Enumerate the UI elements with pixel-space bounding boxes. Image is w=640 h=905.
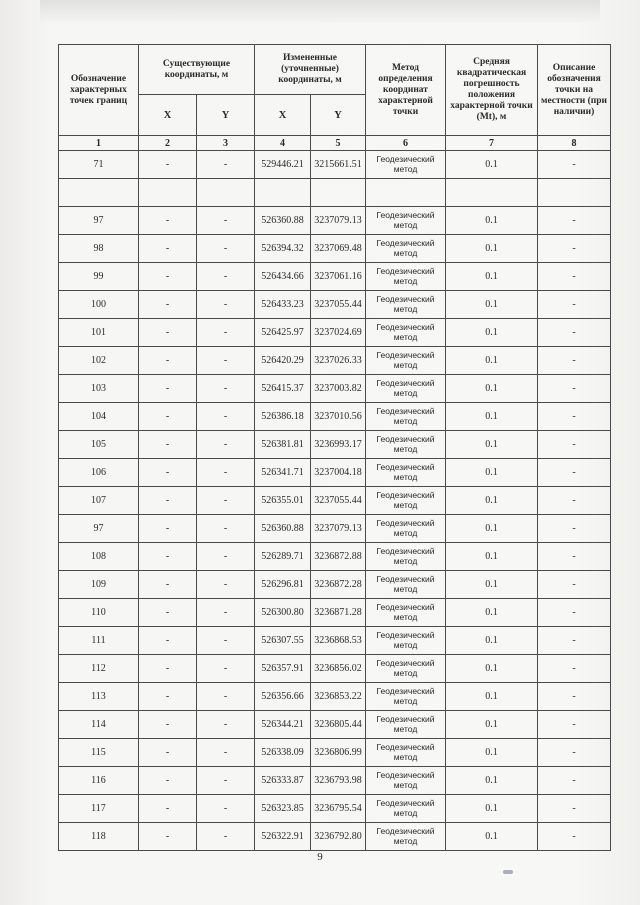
description: - — [538, 403, 611, 431]
existing-x: - — [139, 151, 197, 179]
table-row — [59, 543, 611, 571]
changed-y: 3236806.99 — [311, 739, 366, 767]
method-cell: Геодезический метод — [366, 151, 446, 179]
changed-y: 3237024.69 — [311, 319, 366, 347]
header-changed-x: X — [255, 95, 311, 136]
point-number: 113 — [59, 683, 139, 711]
method-cell: Геодезический метод — [366, 347, 446, 375]
header-changed-y: Y — [311, 95, 366, 136]
point-number: 118 — [59, 823, 139, 851]
changed-x: 526420.29 — [255, 347, 311, 375]
changed-y: 3237004.18 — [311, 459, 366, 487]
point-number: 107 — [59, 487, 139, 515]
changed-y — [311, 179, 366, 207]
table-row — [59, 683, 611, 711]
method-cell: Геодезический метод — [366, 235, 446, 263]
column-number-row — [59, 136, 611, 151]
changed-y: 3236853.22 — [311, 683, 366, 711]
point-number: 104 — [59, 403, 139, 431]
changed-x: 526307.55 — [255, 627, 311, 655]
point-number: 110 — [59, 599, 139, 627]
existing-x: - — [139, 459, 197, 487]
existing-y: - — [197, 599, 255, 627]
existing-x: - — [139, 235, 197, 263]
changed-x: 526344.21 — [255, 711, 311, 739]
changed-y: 3236993.17 — [311, 431, 366, 459]
existing-x: - — [139, 347, 197, 375]
point-number: 100 — [59, 291, 139, 319]
description: - — [538, 655, 611, 683]
table-row — [59, 347, 611, 375]
description: - — [538, 739, 611, 767]
existing-x: - — [139, 711, 197, 739]
point-number: 97 — [59, 207, 139, 235]
column-number: 4 — [255, 136, 311, 151]
changed-x: 526296.81 — [255, 571, 311, 599]
existing-y: - — [197, 627, 255, 655]
table-row — [59, 263, 611, 291]
table-row — [59, 599, 611, 627]
point-number: 97 — [59, 515, 139, 543]
existing-x: - — [139, 823, 197, 851]
changed-x: 529446.21 — [255, 151, 311, 179]
existing-x: - — [139, 319, 197, 347]
description: - — [538, 431, 611, 459]
existing-y: - — [197, 487, 255, 515]
changed-y: 3236871.28 — [311, 599, 366, 627]
changed-x: 526433.23 — [255, 291, 311, 319]
mean-error: 0.1 — [446, 459, 538, 487]
method-cell: Геодезический метод — [366, 627, 446, 655]
existing-x: - — [139, 207, 197, 235]
changed-x: 526360.88 — [255, 207, 311, 235]
existing-x: - — [139, 655, 197, 683]
changed-y: 3237003.82 — [311, 375, 366, 403]
description: - — [538, 375, 611, 403]
existing-x: - — [139, 543, 197, 571]
existing-y: - — [197, 739, 255, 767]
point-number: 111 — [59, 627, 139, 655]
existing-x: - — [139, 487, 197, 515]
table-row — [59, 235, 611, 263]
scan-mark — [503, 870, 513, 874]
table-row — [59, 207, 611, 235]
changed-x: 526381.81 — [255, 431, 311, 459]
point-number: 117 — [59, 795, 139, 823]
method-cell: Геодезический метод — [366, 655, 446, 683]
changed-x: 526289.71 — [255, 543, 311, 571]
changed-x: 526386.18 — [255, 403, 311, 431]
method-cell: Геодезический метод — [366, 431, 446, 459]
point-number: 106 — [59, 459, 139, 487]
existing-x: - — [139, 795, 197, 823]
header-existing-x: X — [139, 95, 197, 136]
mean-error: 0.1 — [446, 319, 538, 347]
mean-error: 0.1 — [446, 823, 538, 851]
description: - — [538, 487, 611, 515]
description: - — [538, 627, 611, 655]
mean-error: 0.1 — [446, 487, 538, 515]
table-row — [59, 655, 611, 683]
point-number: 108 — [59, 543, 139, 571]
table-row — [59, 487, 611, 515]
method-cell: Геодезический метод — [366, 711, 446, 739]
description: - — [538, 263, 611, 291]
mean-error: 0.1 — [446, 739, 538, 767]
mean-error: 0.1 — [446, 515, 538, 543]
changed-x: 526322.91 — [255, 823, 311, 851]
existing-y — [197, 179, 255, 207]
existing-y: - — [197, 683, 255, 711]
changed-x — [255, 179, 311, 207]
method-cell: Геодезический метод — [366, 487, 446, 515]
column-number: 1 — [59, 136, 139, 151]
method-cell: Геодезический метод — [366, 291, 446, 319]
table-row — [59, 767, 611, 795]
point-number: 105 — [59, 431, 139, 459]
table-row — [59, 711, 611, 739]
method-cell — [366, 179, 446, 207]
description: - — [538, 515, 611, 543]
changed-x: 526333.87 — [255, 767, 311, 795]
description: - — [538, 571, 611, 599]
point-number: 115 — [59, 739, 139, 767]
point-number: 114 — [59, 711, 139, 739]
table-row — [59, 571, 611, 599]
existing-y: - — [197, 375, 255, 403]
point-number: 109 — [59, 571, 139, 599]
existing-x: - — [139, 515, 197, 543]
existing-x: - — [139, 263, 197, 291]
header-existing-y: Y — [197, 95, 255, 136]
method-cell: Геодезический метод — [366, 403, 446, 431]
table-row — [59, 375, 611, 403]
existing-y: - — [197, 543, 255, 571]
method-cell: Геодезический метод — [366, 319, 446, 347]
changed-x: 526355.01 — [255, 487, 311, 515]
description: - — [538, 347, 611, 375]
existing-y: - — [197, 655, 255, 683]
table-row — [59, 403, 611, 431]
point-number: 99 — [59, 263, 139, 291]
changed-y: 3236795.54 — [311, 795, 366, 823]
existing-y: - — [197, 207, 255, 235]
changed-x: 526323.85 — [255, 795, 311, 823]
method-cell: Геодезический метод — [366, 683, 446, 711]
page-number: 9 — [317, 851, 323, 863]
description: - — [538, 599, 611, 627]
description: - — [538, 319, 611, 347]
description: - — [538, 823, 611, 851]
method-cell: Геодезический метод — [366, 543, 446, 571]
existing-y: - — [197, 767, 255, 795]
existing-x: - — [139, 739, 197, 767]
column-number: 5 — [311, 136, 366, 151]
table-row — [59, 291, 611, 319]
description: - — [538, 459, 611, 487]
changed-y: 3237055.44 — [311, 487, 366, 515]
table-row — [59, 431, 611, 459]
column-number: 6 — [366, 136, 446, 151]
changed-y: 3236792.80 — [311, 823, 366, 851]
method-cell: Геодезический метод — [366, 823, 446, 851]
mean-error: 0.1 — [446, 543, 538, 571]
mean-error: 0.1 — [446, 627, 538, 655]
changed-x: 526434.66 — [255, 263, 311, 291]
changed-x: 526341.71 — [255, 459, 311, 487]
table-row — [59, 823, 611, 851]
method-cell: Геодезический метод — [366, 739, 446, 767]
point-number: 101 — [59, 319, 139, 347]
mean-error: 0.1 — [446, 263, 538, 291]
mean-error: 0.1 — [446, 151, 538, 179]
mean-error: 0.1 — [446, 431, 538, 459]
changed-x: 526356.66 — [255, 683, 311, 711]
scan-shadow — [40, 0, 600, 22]
description: - — [538, 235, 611, 263]
mean-error: 0.1 — [446, 655, 538, 683]
mean-error: 0.1 — [446, 795, 538, 823]
changed-x: 526360.88 — [255, 515, 311, 543]
changed-x: 526357.91 — [255, 655, 311, 683]
mean-error: 0.1 — [446, 403, 538, 431]
existing-x: - — [139, 683, 197, 711]
table-row — [59, 795, 611, 823]
existing-y: - — [197, 403, 255, 431]
mean-error — [446, 179, 538, 207]
method-cell: Геодезический метод — [366, 767, 446, 795]
existing-x: - — [139, 403, 197, 431]
header-point-designation: Обозначение характерных точек границ — [59, 45, 139, 136]
changed-y: 3237055.44 — [311, 291, 366, 319]
existing-y: - — [197, 151, 255, 179]
header-existing-coordinates: Существующие координаты, м — [139, 45, 255, 95]
description: - — [538, 543, 611, 571]
mean-error: 0.1 — [446, 207, 538, 235]
changed-y: 3236856.02 — [311, 655, 366, 683]
method-cell: Геодезический метод — [366, 599, 446, 627]
changed-y: 3236872.28 — [311, 571, 366, 599]
existing-x — [139, 179, 197, 207]
changed-y: 3237079.13 — [311, 515, 366, 543]
column-number: 8 — [538, 136, 611, 151]
existing-x: - — [139, 599, 197, 627]
changed-x: 526300.80 — [255, 599, 311, 627]
changed-y: 3237010.56 — [311, 403, 366, 431]
table-row — [59, 627, 611, 655]
description: - — [538, 683, 611, 711]
changed-x: 526425.97 — [255, 319, 311, 347]
column-number: 2 — [139, 136, 197, 151]
description: - — [538, 151, 611, 179]
table-row — [59, 739, 611, 767]
mean-error: 0.1 — [446, 571, 538, 599]
existing-x: - — [139, 291, 197, 319]
existing-y: - — [197, 347, 255, 375]
existing-y: - — [197, 291, 255, 319]
method-cell: Геодезический метод — [366, 571, 446, 599]
mean-error: 0.1 — [446, 683, 538, 711]
existing-y: - — [197, 795, 255, 823]
table-body — [59, 151, 611, 851]
existing-x: - — [139, 627, 197, 655]
changed-x: 526394.32 — [255, 235, 311, 263]
description: - — [538, 767, 611, 795]
mean-error: 0.1 — [446, 291, 538, 319]
method-cell: Геодезический метод — [366, 795, 446, 823]
changed-x: 526338.09 — [255, 739, 311, 767]
mean-error: 0.1 — [446, 599, 538, 627]
changed-y: 3236805.44 — [311, 711, 366, 739]
mean-error: 0.1 — [446, 767, 538, 795]
coordinates-table — [58, 44, 611, 851]
mean-error: 0.1 — [446, 375, 538, 403]
changed-y: 3236868.53 — [311, 627, 366, 655]
changed-y: 3236793.98 — [311, 767, 366, 795]
existing-x: - — [139, 767, 197, 795]
point-number: 116 — [59, 767, 139, 795]
point-number: 71 — [59, 151, 139, 179]
existing-y: - — [197, 823, 255, 851]
table-row — [59, 459, 611, 487]
point-number: 102 — [59, 347, 139, 375]
header-mean-error: Средняя квадратическая погрешность положения характерной точки (Mt), м — [446, 45, 538, 136]
point-number — [59, 179, 139, 207]
existing-y: - — [197, 431, 255, 459]
mean-error: 0.1 — [446, 235, 538, 263]
method-cell: Геодезический метод — [366, 459, 446, 487]
existing-y: - — [197, 263, 255, 291]
table-row — [59, 319, 611, 347]
changed-y: 3237061.16 — [311, 263, 366, 291]
changed-y: 3215661.51 — [311, 151, 366, 179]
description: - — [538, 795, 611, 823]
mean-error: 0.1 — [446, 347, 538, 375]
header-changed-coordinates: Измененные (уточненные) координаты, м — [255, 45, 366, 95]
changed-y: 3237026.33 — [311, 347, 366, 375]
point-number: 98 — [59, 235, 139, 263]
existing-y: - — [197, 459, 255, 487]
changed-y: 3237069.48 — [311, 235, 366, 263]
existing-x: - — [139, 375, 197, 403]
existing-y: - — [197, 235, 255, 263]
table-row — [59, 515, 611, 543]
header-method: Метод определения координат характерной точки — [366, 45, 446, 136]
existing-y: - — [197, 571, 255, 599]
existing-y: - — [197, 711, 255, 739]
changed-y: 3236872.88 — [311, 543, 366, 571]
description: - — [538, 291, 611, 319]
method-cell: Геодезический метод — [366, 207, 446, 235]
column-number: 7 — [446, 136, 538, 151]
changed-y: 3237079.13 — [311, 207, 366, 235]
header-description: Описание обозначения точки на местности (при наличии) — [538, 45, 611, 136]
existing-x: - — [139, 431, 197, 459]
table-row — [59, 179, 611, 207]
method-cell: Геодезический метод — [366, 515, 446, 543]
existing-x: - — [139, 571, 197, 599]
existing-y: - — [197, 515, 255, 543]
point-number: 103 — [59, 375, 139, 403]
description: - — [538, 711, 611, 739]
point-number: 112 — [59, 655, 139, 683]
changed-x: 526415.37 — [255, 375, 311, 403]
existing-y: - — [197, 319, 255, 347]
mean-error: 0.1 — [446, 711, 538, 739]
method-cell: Геодезический метод — [366, 375, 446, 403]
description — [538, 179, 611, 207]
method-cell: Геодезический метод — [366, 263, 446, 291]
description: - — [538, 207, 611, 235]
column-number: 3 — [197, 136, 255, 151]
table-row — [59, 151, 611, 179]
